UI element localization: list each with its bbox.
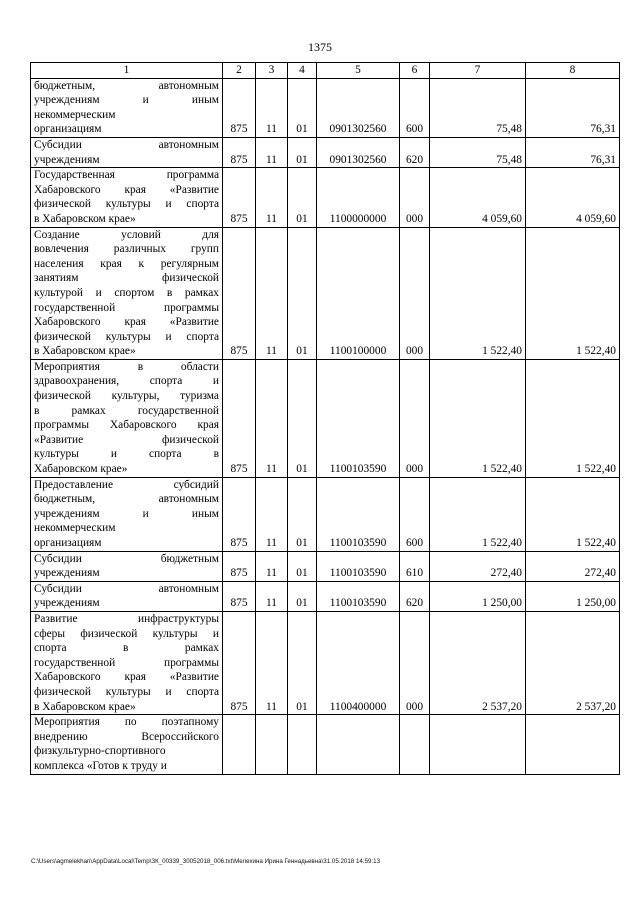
row-description (31, 168, 223, 227)
amount-cell: 1 522,40 (430, 227, 526, 359)
header-cell: 8 (526, 63, 620, 79)
description-line: комплекса «Готов к труду и (34, 759, 167, 772)
amount-cell: 75,48 (430, 137, 526, 167)
amount-cell: 4 059,60 (526, 168, 620, 227)
description-line: Субсидии бюджетным (34, 552, 219, 565)
amount-cell: 76,31 (526, 78, 620, 137)
expense-type-cell: 000 (400, 168, 430, 227)
section-code-cell (256, 715, 288, 774)
description-line: некоммерческим (34, 108, 116, 121)
description-line: занятиям физической (34, 272, 219, 285)
amount-cell: 1 522,40 (430, 477, 526, 551)
row-description (31, 611, 223, 714)
ministry-code-cell: 875 (223, 359, 256, 477)
target-article-cell: 1100103590 (317, 551, 400, 581)
row-description (31, 715, 223, 774)
ministry-code-cell: 875 (223, 477, 256, 551)
section-code-cell: 11 (256, 611, 288, 714)
description-line: культурой и спортом в рамках (34, 286, 219, 299)
expense-type-cell: 620 (400, 581, 430, 611)
ministry-code-cell (223, 715, 256, 774)
file-path-footer: C:\Users\agmelekhan\AppData\Local\Temp\ЗК_00339_30052018_006.txt\Мелехина Ирина Геннадьевна\31.05.2018 14:59:13 (31, 858, 381, 865)
header-cell: 4 (288, 63, 317, 79)
table-row (31, 78, 620, 137)
description-line: некоммерческим (34, 522, 116, 535)
subsection-code-cell: 01 (288, 168, 317, 227)
description-line: в Хабаровском крае» (34, 212, 136, 225)
ministry-code-cell: 875 (223, 78, 256, 137)
expense-type-cell: 000 (400, 611, 430, 714)
page-number: 1375 (308, 40, 332, 54)
header-cell: 7 (430, 63, 526, 79)
subsection-code-cell: 01 (288, 611, 317, 714)
description-line: Хабаровского края «Развитие (34, 183, 219, 196)
description-line: культуры и спорта в (34, 448, 219, 461)
amount-cell: 1 522,40 (526, 477, 620, 551)
description-line: физической культуры и спорта (34, 685, 219, 698)
description-line: учреждениям и иным (34, 94, 219, 107)
description-line: Субсидии автономным (34, 138, 219, 151)
table-row (31, 168, 620, 227)
description-line: программы Хабаровского края (34, 419, 219, 432)
row-description (31, 227, 223, 359)
expense-type-cell: 620 (400, 137, 430, 167)
target-article-cell: 1100103590 (317, 581, 400, 611)
subsection-code-cell: 01 (288, 551, 317, 581)
description-line: Предоставление субсидий (34, 478, 219, 491)
description-line: физической культуры, туризма (34, 390, 219, 403)
description-line: «Развитие физической (34, 433, 219, 446)
target-article-cell: 1100400000 (317, 611, 400, 714)
section-code-cell: 11 (256, 477, 288, 551)
description-line: бюджетным, автономным (34, 79, 219, 92)
description-line: государственной программы (34, 656, 219, 669)
amount-cell: 75,48 (430, 78, 526, 137)
amount-cell: 1 522,40 (430, 359, 526, 477)
description-line: Хабаровском крае» (34, 463, 128, 476)
description-line: Мероприятия в области (34, 360, 219, 373)
ministry-code-cell: 875 (223, 227, 256, 359)
description-line: организациям (34, 537, 102, 549)
target-article-cell (317, 715, 400, 774)
description-line: сферы физической культуры и (34, 627, 219, 640)
table-row (31, 551, 620, 581)
description-line: Развитие инфраструктуры (34, 612, 219, 625)
expense-type-cell: 600 (400, 477, 430, 551)
expense-type-cell: 000 (400, 359, 430, 477)
expense-type-cell (400, 715, 430, 774)
amount-cell (430, 715, 526, 774)
amount-cell: 4 059,60 (430, 168, 526, 227)
description-line: вовлечения различных групп (34, 243, 219, 256)
amount-cell: 1 522,40 (526, 227, 620, 359)
target-article-cell: 0901302560 (317, 137, 400, 167)
description-line: Хабаровского края «Развитие (34, 316, 219, 329)
row-description (31, 137, 223, 167)
amount-cell: 2 537,20 (526, 611, 620, 714)
description-line: Создание условий для (34, 228, 219, 241)
section-code-cell: 11 (256, 359, 288, 477)
header-cell: 3 (256, 63, 288, 79)
amount-cell (526, 715, 620, 774)
description-line: физической культуры и спорта (34, 198, 219, 211)
ministry-code-cell: 875 (223, 137, 256, 167)
amount-cell: 272,40 (430, 551, 526, 581)
amount-cell: 76,31 (526, 137, 620, 167)
target-article-cell: 1100100000 (317, 227, 400, 359)
amount-cell: 1 250,00 (430, 581, 526, 611)
section-code-cell: 11 (256, 227, 288, 359)
description-line: Мероприятия по поэтапному (34, 716, 219, 729)
subsection-code-cell: 01 (288, 359, 317, 477)
subsection-code-cell (288, 715, 317, 774)
target-article-cell: 1100000000 (317, 168, 400, 227)
description-line: в Хабаровском крае» (34, 700, 136, 713)
description-line: внедрению Всероссийского (34, 730, 219, 743)
subsection-code-cell: 01 (288, 477, 317, 551)
section-code-cell: 11 (256, 78, 288, 137)
target-article-cell: 1100103590 (317, 477, 400, 551)
table-row (31, 477, 620, 551)
description-line: спорта в рамках (34, 642, 219, 655)
row-description (31, 581, 223, 611)
table-row (31, 715, 620, 774)
table-row (31, 137, 620, 167)
description-line: Субсидии автономным (34, 582, 219, 595)
description-line: здравоохранения, спорта и (34, 375, 219, 388)
section-code-cell: 11 (256, 168, 288, 227)
expense-type-cell: 610 (400, 551, 430, 581)
amount-cell: 272,40 (526, 551, 620, 581)
target-article-cell: 1100103590 (317, 359, 400, 477)
row-description (31, 477, 223, 551)
description-line: учреждениям (34, 567, 100, 580)
subsection-code-cell: 01 (288, 227, 317, 359)
subsection-code-cell: 01 (288, 137, 317, 167)
table-row (31, 227, 620, 359)
description-line: Государственная программа (34, 169, 219, 182)
budget-table (30, 62, 620, 775)
amount-cell: 1 522,40 (526, 359, 620, 477)
ministry-code-cell: 875 (223, 551, 256, 581)
description-line: бюджетным, автономным (34, 493, 219, 506)
header-cell: 5 (317, 63, 400, 79)
description-line: в рамках государственной (34, 404, 219, 417)
target-article-cell: 0901302560 (317, 78, 400, 137)
header-cell: 1 (31, 63, 223, 79)
section-code-cell: 11 (256, 581, 288, 611)
section-code-cell: 11 (256, 137, 288, 167)
table-row (31, 581, 620, 611)
subsection-code-cell: 01 (288, 581, 317, 611)
description-line: учреждениям и иным (34, 507, 219, 520)
subsection-code-cell: 01 (288, 78, 317, 137)
ministry-code-cell: 875 (223, 581, 256, 611)
row-description (31, 359, 223, 477)
table-row (31, 359, 620, 477)
description-line: населения края к регулярным (34, 257, 219, 270)
description-line: в Хабаровском крае» (34, 345, 136, 358)
expense-type-cell: 600 (400, 78, 430, 137)
table-header-row (31, 63, 620, 79)
section-code-cell: 11 (256, 551, 288, 581)
header-cell: 2 (223, 63, 256, 79)
header-cell: 6 (400, 63, 430, 79)
ministry-code-cell: 875 (223, 611, 256, 714)
expense-type-cell: 000 (400, 227, 430, 359)
table-body (31, 78, 620, 774)
description-line: организациям (34, 123, 102, 136)
amount-cell: 2 537,20 (430, 611, 526, 714)
ministry-code-cell: 875 (223, 168, 256, 227)
description-line: государственной программы (34, 301, 219, 314)
table-row (31, 611, 620, 714)
description-line: физкультурно-спортивного (34, 745, 166, 758)
description-line: учреждениям (34, 153, 100, 166)
description-line: Хабаровского края «Развитие (34, 671, 219, 684)
amount-cell: 1 250,00 (526, 581, 620, 611)
description-line: физической культуры и спорта (34, 330, 219, 343)
description-line: учреждениям (34, 597, 100, 610)
row-description (31, 78, 223, 137)
row-description (31, 551, 223, 581)
